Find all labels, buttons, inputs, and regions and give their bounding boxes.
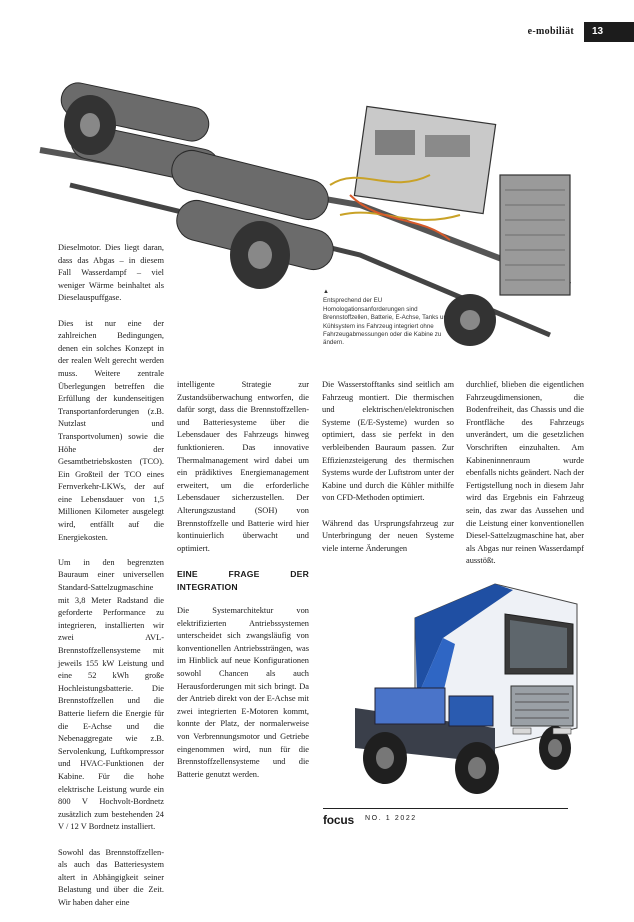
section-label: e-mobiliät [527, 26, 574, 37]
text-column-2 [177, 379, 309, 794]
paragraph: Die Systemarchitektur von elektrifizierten Antriebssystemen unterscheidet sich zwangsläufig von konventionellen Antriebssträngen, was im Hinblick auf neue Konfigurationen sowohl Chancen als auch Herausforderungen mit sich bringt. Da der Antrieb direkt von der E-Achse mit zwei integrierten E-Motoren kommt, konnte der Platz, der normalerweise von Verbrennungsmotor und Getriebe eingenommen wird, nun für die Brennstoffzellensysteme und die Batterie genutzt werden. [177, 606, 309, 779]
text-column-3 [322, 379, 454, 568]
caption-marker: ▲ [323, 289, 329, 295]
page-number: 13 [584, 22, 634, 42]
image-caption [323, 288, 461, 348]
paragraph: intelligente Strategie zur Zustandsüberwachung entworfen, die dafür sorgt, dass die Brennstoffzellen- und Batteriesysteme über die Lebensdauer des Fahrzeugs hinweg funktionieren. Das innovative Thermalmanagement wird dabei um ein prädiktives Energiemanagement erweitert, um die erforderliche Lebensdauer sicherzustellen. Der Alterungszustand (SOH) von Brennstoffzelle und Batterie wird hier kontinuierlich überwacht und optimiert. [177, 380, 309, 553]
paragraph: Die Wasserstofftanks sind seitlich am Fahrzeug montiert. Die thermischen und elektrischen/elektronischen Systeme (E/E-Systeme) wurden so optimiert, dass sie perfekt in den verbleibenden Bauraum passen. Zur Effizienzsteigerung des thermischen Systems wurde der Luftstrom unter der Kabine und durch die Kühler mithilfe von CFD-Methoden optimiert. [322, 380, 454, 503]
truck-illustration [345, 578, 585, 800]
footer-rule [323, 808, 568, 809]
paragraph: Dieselmotor. Dies liegt daran, dass das Abgas – in diesem Fall Wasserdampf – viel weniger Wärme beinhaltet als Dieselauspuffgase. [58, 243, 164, 303]
paragraph: Um in den begrenzten Bauraum einer universellen Standard-Sattelzugmaschine mit 3,8 Meter Radstand die geforderte Performance zu integrieren, installierten wir zwei AVL-Brennstoffzellensysteme mit jeweils 155 kW Leistung und eine 52 kWh große Hochleistungsbatterie. Die Brennstoffzellen und die Batterie liefern die Energie für die E-Achse und die Nebenaggregate wie z.B. Servolenkung, Luftkompressor und HVAC-Funktionen der Kabine. Für die hohe elektrische Leistung wurde ein 800 V Hochvolt-Bordnetz zusätzlich zum bestehenden 24 V / 12 V Bordnetz installiert. [58, 557, 164, 832]
text-column-4 [466, 379, 584, 581]
paragraph: Sowohl das Brennstoffzellen- als auch das Batteriesystem altert in Abhängigkeit seiner Belastung und über die Zeit. Wir haben daher eine [58, 847, 164, 907]
section-heading: EINE FRAGE DER INTEGRATION [177, 568, 309, 592]
paragraph: Dies ist nur eine der zahlreichen Bedingungen, denen ein solches Konzept in der realen Welt gerecht werden muss. Weitere zentrale Überlegungen betreffen die Erfüllung der kundenseitigen Transportanforderungen (z.B. Nutzlast und Transportvolumen) sowie die Höhe der Gesamtbetriebskosten (TCO). Ein Großteil der TCO eines Fernverkehr-LKWs, der auf eine Lebensdauer von 1,5 Millionen Kilometer ausgelegt wird, entfällt auf die Energiekosten. [58, 318, 164, 542]
footer-logo: focus [323, 813, 355, 827]
text-column-1 [58, 242, 164, 922]
footer-issue: NO. 1 2022 [365, 815, 417, 822]
paragraph: durchlief, blieben die eigentlichen Fahrzeugdimensionen, die Bodenfreiheit, das Chassis und die Frontfläche des Fahrzeugs unverändert, um die gesetzlichen Vorschriften einzuhalten. Am Kabineninnenraum wurde ebenfalls nichts geändert. Nach der Fertigstellung noch in diesem Jahr wird das Ergebnis ein Fahrzeug sein, das zwar das Aussehen und die Leistung einer konventionellen Diesel-Sattelzugmaschine hat, aber als Abgas nur reinen Wasserdampf ausstößt. [466, 380, 584, 566]
paragraph: Während das Ursprungsfahrzeug zur Unterbringung der neuen Systeme viele interne Änderungen [322, 518, 454, 553]
caption-text: Entsprechend der EU Homologationsanforderungen sind Brennstoffzellen, Batterie, E-Achse, Tanks und Kühlsystem ins Fahrzeug integriert ohne Fahrzeugabmessungen oder die Kabine zu ändern. [323, 297, 451, 347]
